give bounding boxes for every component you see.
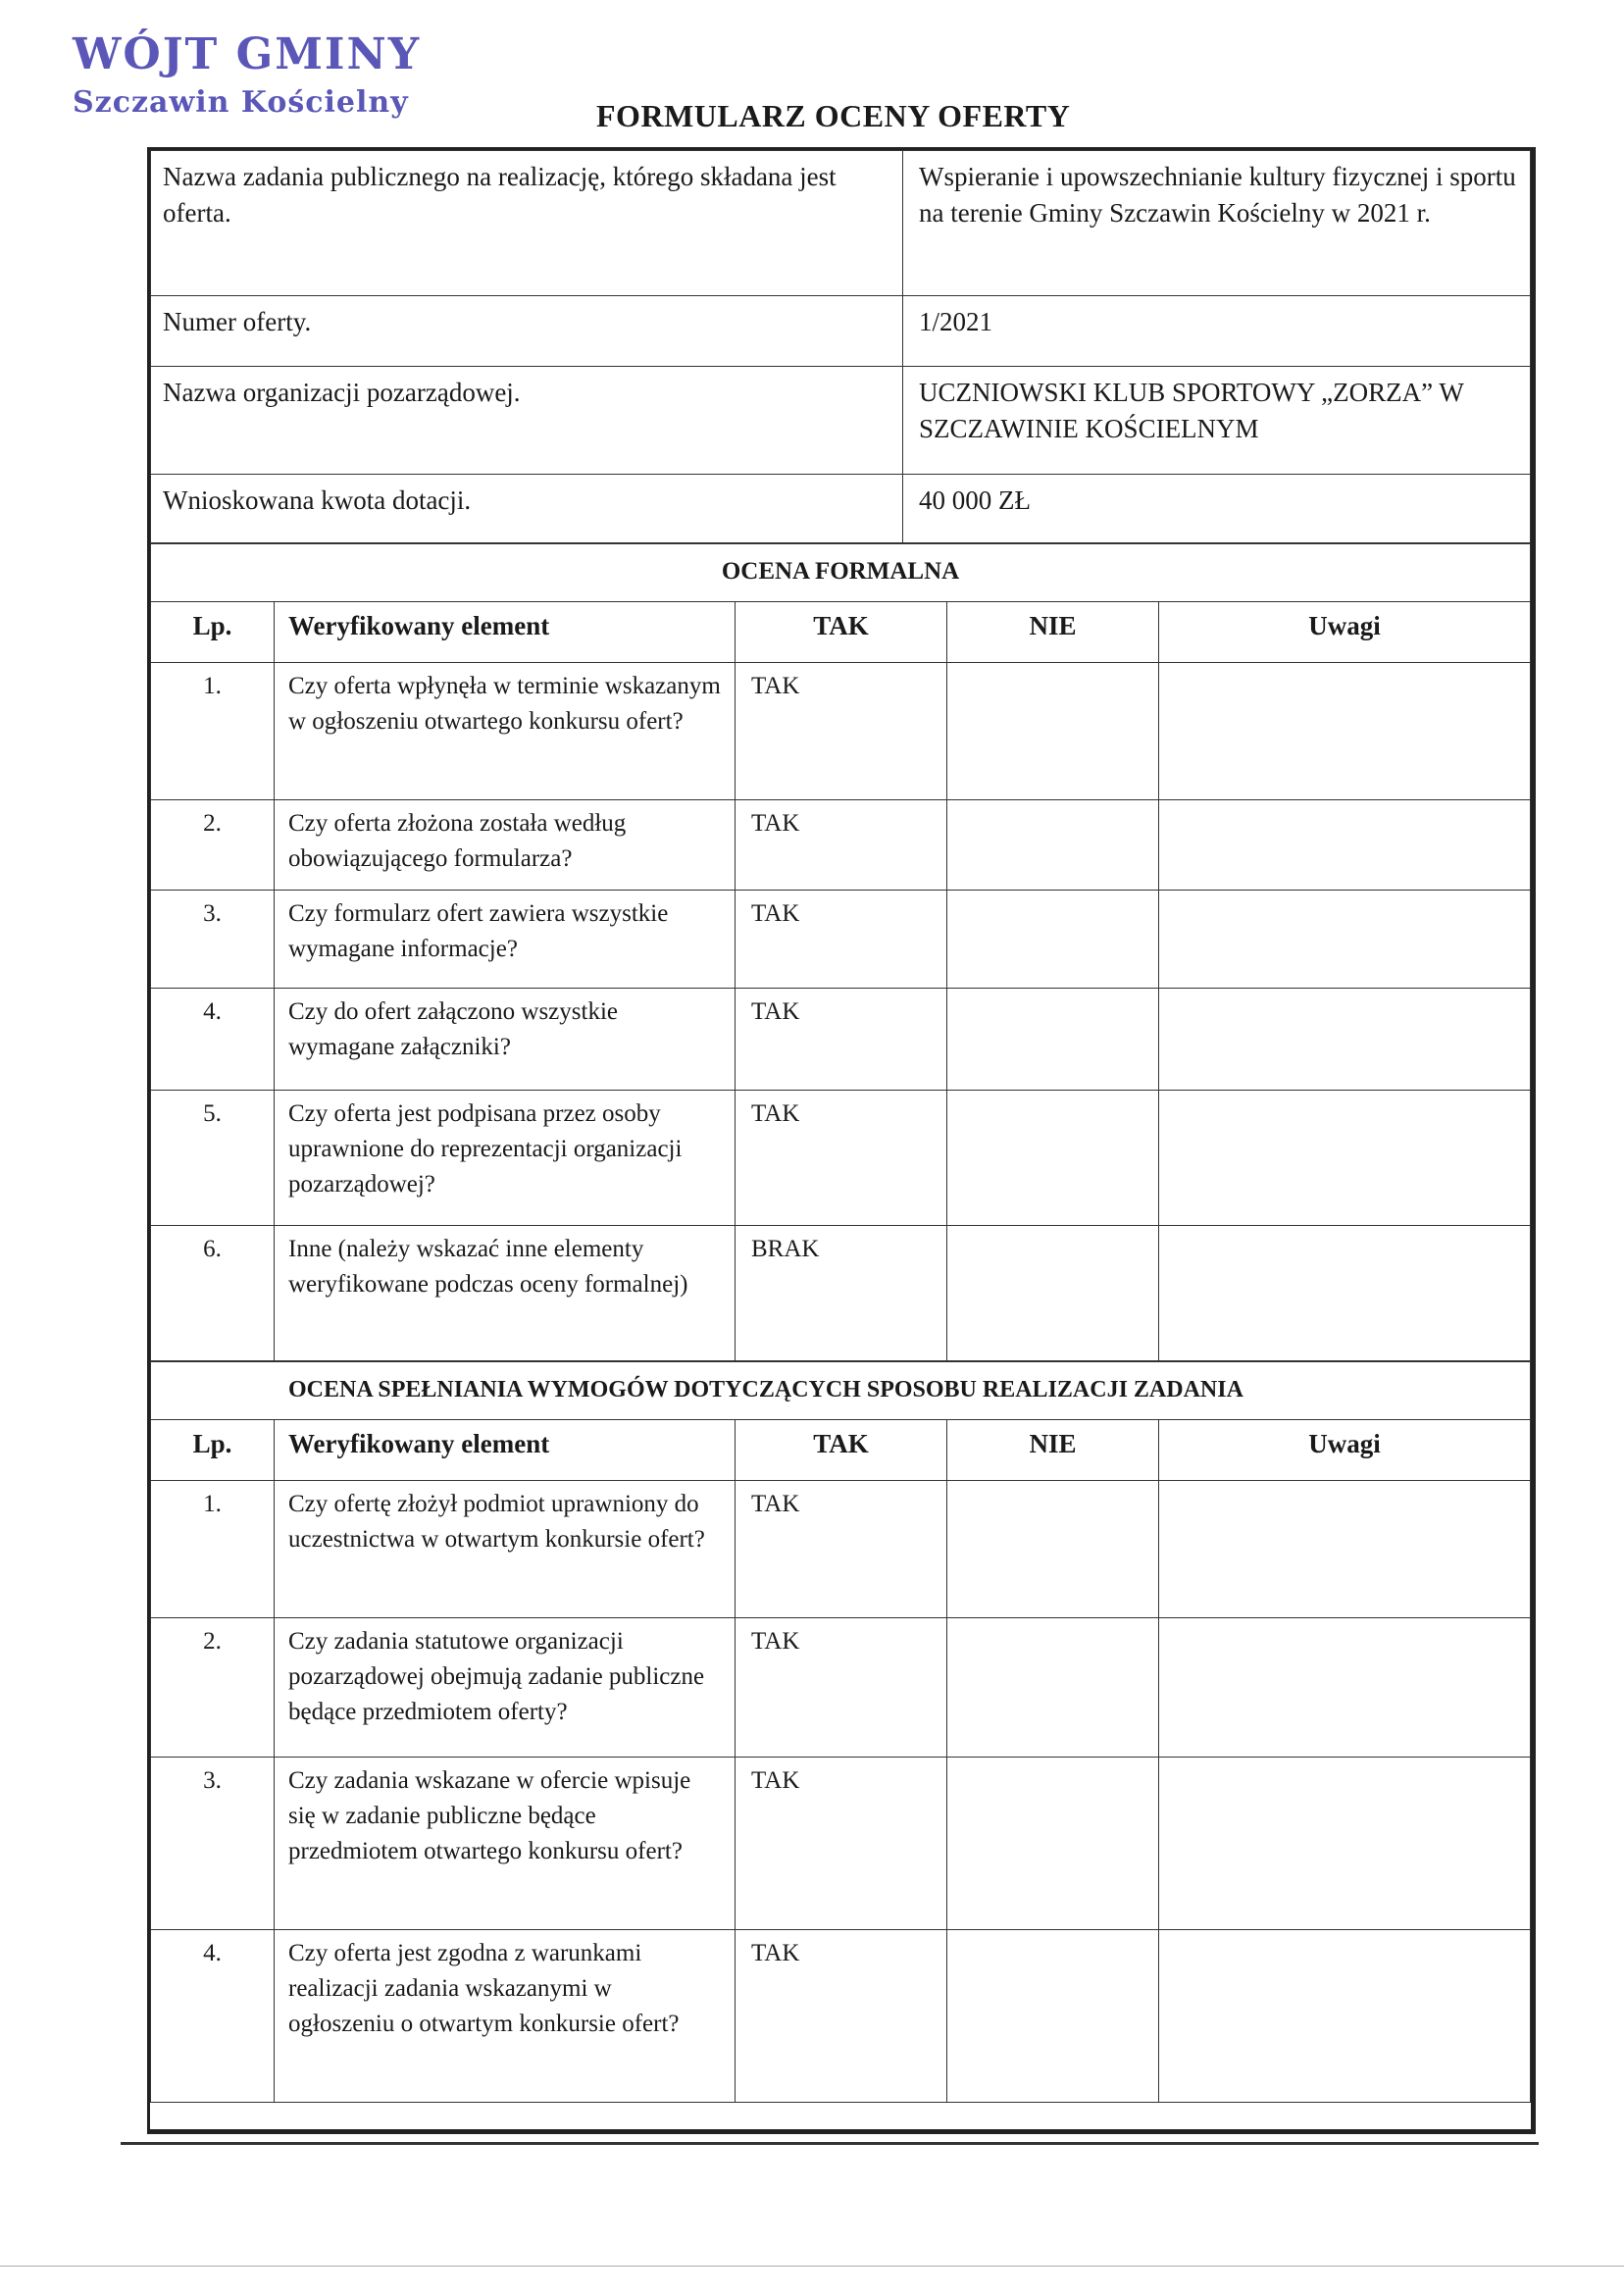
row-element: Czy oferta wpłynęła w terminie wskazanym w ogłoszeniu otwartego konkursu ofert? (275, 663, 736, 800)
page-edge-line (0, 2266, 1624, 2267)
column-uwagi: Uwagi (1159, 602, 1531, 663)
document-title: FORMULARZ OCENY OFERTY (596, 98, 1071, 133)
row-uwagi (1159, 663, 1531, 800)
stamp-line-1: WÓJT GMINY (73, 29, 422, 79)
header-table (150, 150, 1531, 543)
table-row (151, 989, 1531, 1091)
row-element: Czy oferta jest podpisana przez osoby uprawnione do reprezentacji organizacji pozarządowej? (275, 1091, 736, 1226)
row-tak: TAK (736, 1758, 947, 1930)
column-lp: Lp. (151, 1420, 275, 1481)
row-uwagi (1159, 1618, 1531, 1758)
row-nie (947, 800, 1159, 891)
row-lp: 5. (151, 1091, 275, 1226)
row-lp: 3. (151, 1758, 275, 1930)
table-row (151, 1481, 1531, 1618)
row-nie (947, 663, 1159, 800)
row-tak: TAK (736, 1091, 947, 1226)
column-element: Weryfikowany element (275, 602, 736, 663)
row-nie (947, 1758, 1159, 1930)
row-uwagi (1159, 1226, 1531, 1361)
row-element: Czy formularz ofert zawiera wszystkie wymagane informacje? (275, 891, 736, 989)
row-tak: TAK (736, 891, 947, 989)
formal-section-title: OCENA FORMALNA (151, 544, 1531, 602)
organization-label: Nazwa organizacji pozarządowej. (151, 367, 903, 475)
column-nie: NIE (947, 1420, 1159, 1481)
task-label: Nazwa zadania publicznego na realizację, którego składana jest oferta. (151, 151, 903, 296)
row-uwagi (1159, 800, 1531, 891)
column-uwagi: Uwagi (1159, 1420, 1531, 1481)
task-value: Wspieranie i upowszechnianie kultury fizycznej i sportu na terenie Gminy Szczawin Kościelny w 2021 r. (903, 151, 1531, 296)
row-nie (947, 989, 1159, 1091)
row-lp: 1. (151, 663, 275, 800)
grant-amount-value: 40 000 ZŁ (903, 475, 1531, 543)
row-tak: TAK (736, 800, 947, 891)
row-tak: TAK (736, 663, 947, 800)
requirements-assessment-table (150, 1361, 1531, 2103)
offer-number-value: 1/2021 (903, 296, 1531, 367)
row-element: Czy do ofert załączono wszystkie wymagane załączniki? (275, 989, 736, 1091)
column-tak: TAK (736, 602, 947, 663)
column-tak: TAK (736, 1420, 947, 1481)
row-uwagi (1159, 1758, 1531, 1930)
table-row (151, 663, 1531, 800)
row-uwagi (1159, 1481, 1531, 1618)
table-row (151, 1618, 1531, 1758)
row-element: Inne (należy wskazać inne elementy weryfikowane podczas oceny formalnej) (275, 1226, 736, 1361)
row-element: Czy ofertę złożył podmiot uprawniony do uczestnictwa w otwartym konkursie ofert? (275, 1481, 736, 1618)
requirements-section-title: OCENA SPEŁNIANIA WYMOGÓW DOTYCZĄCYCH SPOSOBU REALIZACJI ZADANIA (151, 1362, 1531, 1420)
row-nie (947, 1618, 1159, 1758)
row-uwagi (1159, 1091, 1531, 1226)
table-row (151, 1758, 1531, 1930)
row-element: Czy oferta jest zgodna z warunkami realizacji zadania wskazanymi w ogłoszeniu o otwartym konkursie ofert? (275, 1930, 736, 2103)
row-tak: BRAK (736, 1226, 947, 1361)
row-tak: TAK (736, 989, 947, 1091)
row-nie (947, 1930, 1159, 2103)
row-lp: 1. (151, 1481, 275, 1618)
column-nie: NIE (947, 602, 1159, 663)
formal-assessment-table (150, 543, 1531, 1361)
column-element: Weryfikowany element (275, 1420, 736, 1481)
table-row (151, 891, 1531, 989)
row-nie (947, 891, 1159, 989)
row-nie (947, 1226, 1159, 1361)
stamp (73, 29, 421, 120)
organization-value: UCZNIOWSKI KLUB SPORTOWY „ZORZA” W SZCZAWINIE KOŚCIELNYM (903, 367, 1531, 475)
row-lp: 2. (151, 800, 275, 891)
table-row (151, 800, 1531, 891)
offer-number-label: Numer oferty. (151, 296, 903, 367)
row-tak: TAK (736, 1481, 947, 1618)
grant-amount-label: Wnioskowana kwota dotacji. (151, 475, 903, 543)
row-uwagi (1159, 891, 1531, 989)
table-row (151, 1930, 1531, 2103)
column-lp: Lp. (151, 602, 275, 663)
row-nie (947, 1481, 1159, 1618)
row-lp: 2. (151, 1618, 275, 1758)
row-nie (947, 1091, 1159, 1226)
row-element: Czy zadania statutowe organizacji pozarządowej obejmują zadanie publiczne będące przedmiotem oferty? (275, 1618, 736, 1758)
stamp-line-2: Szczawin Kościelny (73, 85, 409, 120)
table-row (151, 1091, 1531, 1226)
row-lp: 4. (151, 989, 275, 1091)
row-lp: 4. (151, 1930, 275, 2103)
row-tak: TAK (736, 1618, 947, 1758)
row-tak: TAK (736, 1930, 947, 2103)
row-lp: 6. (151, 1226, 275, 1361)
row-element: Czy oferta złożona została według obowiązującego formularza? (275, 800, 736, 891)
row-lp: 3. (151, 891, 275, 989)
row-uwagi (1159, 1930, 1531, 2103)
row-element: Czy zadania wskazane w ofercie wpisuje się w zadanie publiczne będące przedmiotem otwartego konkursu ofert? (275, 1758, 736, 1930)
form-frame (147, 147, 1536, 2134)
table-row (151, 1226, 1531, 1361)
row-uwagi (1159, 989, 1531, 1091)
